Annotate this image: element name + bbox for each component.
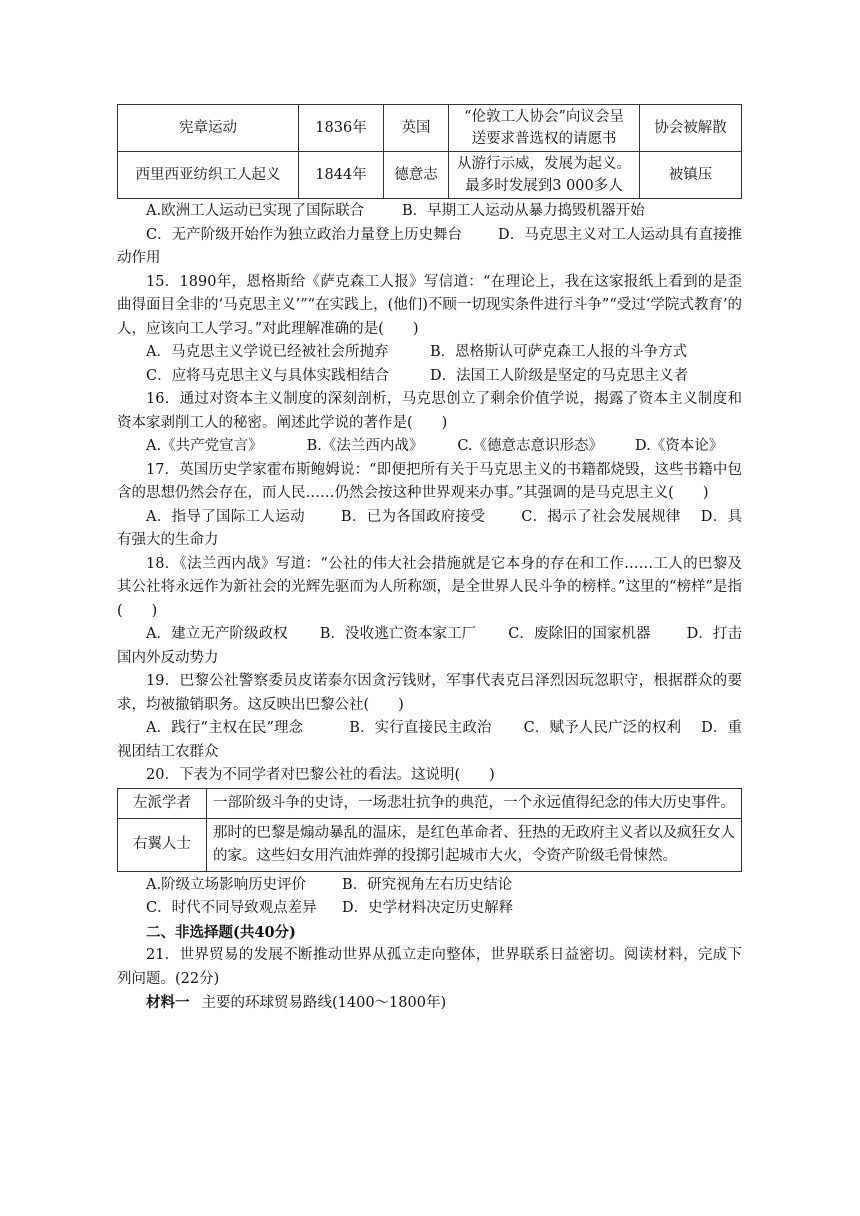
q19-option-b[interactable]: B．实行直接民主政治 [349,720,492,736]
q16-option-b[interactable]: B.《法兰西内战》 [306,438,424,454]
material-title: 主要的环球贸易路线(1400～1800年) [201,995,447,1011]
q18-option-a[interactable]: A．建立无产阶级政权 [146,626,288,642]
q17-options [117,506,742,553]
q15-options-row2 [117,365,742,389]
section-heading: 二、非选择题(共40分) [146,923,296,941]
q17-stem: 17．英国历史学家霍布斯鲍姆说：“即便把所有关于马克思主义的书籍都烧毁，这些书籍中包含的思想仍然会存在，而人民……仍然会按这种世界观来办事。”其强调的是马克思主义( ) [117,461,742,501]
q20-option-b[interactable]: B．研究视角左右历史结论 [342,876,513,893]
q18-option-c[interactable]: C．废除旧的国家机器 [508,626,651,642]
table-cell: 1836年 [299,105,384,152]
q20-options-row1 [117,874,742,898]
q14-option-b[interactable]: B．早期工人运动从暴力捣毁机器开始 [402,203,645,219]
table-row [118,105,742,152]
q17-option-a[interactable]: A．指导了国际工人运动 [146,508,305,525]
q21-stem: 21．世界贸易的发展不断推动世界从孤立走向整体，世界联系日益密切。阅读材料，完成下列问题。(22分) [117,947,742,987]
q18-options [117,623,742,670]
q15-option-a[interactable]: A．马克思主义学说已经被社会所抛弃 [146,344,389,360]
q16-options [117,435,742,459]
table-row [118,788,742,818]
q18-option-b[interactable]: B．没收逃亡资本家工厂 [319,626,477,642]
q20-stem: 20．下表为不同学者对巴黎公社的看法。这说明( ) [146,767,495,783]
q16-option-a[interactable]: A.《共产党宣言》 [146,438,263,454]
table-cell: “伦敦工人协会”向议会呈送要求普选权的请愿书 [449,105,640,152]
q15-option-b[interactable]: B．恩格斯认可萨克森工人报的斗争方式 [430,344,688,360]
q20-option-a[interactable]: A.阶级立场影响历史评价 [146,876,307,893]
table-row [118,152,742,199]
q17-option-d[interactable]: D．具有强大的生命力 [117,508,742,548]
q16-option-c[interactable]: C.《德意志意识形态》 [457,438,604,454]
q18-option-d[interactable]: D．打击国内外反动势力 [117,626,742,666]
q14-option-d[interactable]: D．马克思主义对工人运动具有直接推动作用 [117,226,742,266]
q17-option-c[interactable]: C．揭示了社会发展规律 [521,508,681,525]
q14-options-row1 [117,200,742,224]
table-cell: 左派学者 [118,788,207,818]
q15-options-row1 [117,341,742,365]
q20-option-c[interactable]: C．时代不同导致观点差异 [146,900,317,916]
q15-stem: 15．1890年，恩格斯给《萨克森工人报》写信道：“在理论上，我在这家报纸上看到的是歪曲得面目全非的‘马克思主义’”“在实践上，(他们)不顾一切现实条件进行斗争”“受过‘学院式教育’的人，应该向工人学习。”对此理解准确的是( ) [117,273,742,337]
table-cell: 那时的巴黎是煽动暴乱的温床，是红色革命者、狂热的无政府主义者以及疯狂女人的家。这些妇女用汽油炸弹的投掷引起城市大火，令资产阶级毛骨悚然。 [207,818,742,871]
q19-stem: 19．巴黎公社警察委员皮诺泰尔因贪污钱财，军事代表克吕泽烈因玩忽职守，根据群众的要求，均被撤销职务。这反映出巴黎公社( ) [117,673,742,713]
table-cell: 一部阶级斗争的史诗，一场悲壮抗争的典范，一个永远值得纪念的伟大历史事件。 [207,788,742,818]
table-cell: 英国 [384,105,449,152]
table-cell: 被镇压 [640,152,742,199]
table-cell: 1844年 [299,152,384,199]
document-page [117,104,742,1016]
q15-option-d[interactable]: D．法国工人阶级是坚定的马克思主义者 [430,367,689,384]
q14-option-c[interactable]: C．无产阶级开始作为独立政治力量登上历史舞台 [146,226,463,243]
table-cell: 宪章运动 [118,105,299,152]
material-one-caption [117,991,742,1016]
q19-option-a[interactable]: A．践行“主权在民”理念 [146,720,304,736]
q16-stem: 16．通过对资本主义制度的深刻剖析，马克思创立了剩余价值学说，揭露了资本主义制度和资本家剥削工人的秘密。阐述此学说的著作是( ) [117,391,742,431]
table-cell: 德意志 [384,152,449,199]
q19-option-d[interactable]: D．重视团结工农群众 [117,720,742,760]
table-cell: 协会被解散 [640,105,742,152]
table-cell: 西里西亚纺织工人起义 [118,152,299,199]
table-cell: 从游行示威，发展为起义。最多时发展到3 000多人 [449,152,640,199]
q19-option-c[interactable]: C．赋予人民广泛的权利 [523,720,682,736]
q19-options [117,717,742,764]
table-cell: 右翼人士 [118,818,207,871]
q14-option-a[interactable]: A.欧洲工人运动已实现了国际联合 [146,203,365,219]
opinion-table [117,788,742,872]
material-label: 材料一 [146,994,190,1011]
q17-option-b[interactable]: B．已为各国政府接受 [340,508,486,525]
q20-option-d[interactable]: D．史学材料决定历史解释 [342,900,514,916]
q16-option-d[interactable]: D.《资本论》 [635,438,724,454]
q14-options-row2 [117,224,742,271]
labor-movement-table [117,104,742,199]
q20-options-row2 [117,897,742,921]
table-row [118,818,742,871]
q18-stem: 18．《法兰西内战》写道：“公社的伟大社会措施就是它本身的存在和工作……工人的巴黎及其公社将永远作为新社会的光辉先驱而为人所称颂，是全世界人民斗争的榜样。”这里的“榜样”是指( ) [117,555,742,619]
q15-option-c[interactable]: C．应将马克思主义与具体实践相结合 [146,367,390,384]
